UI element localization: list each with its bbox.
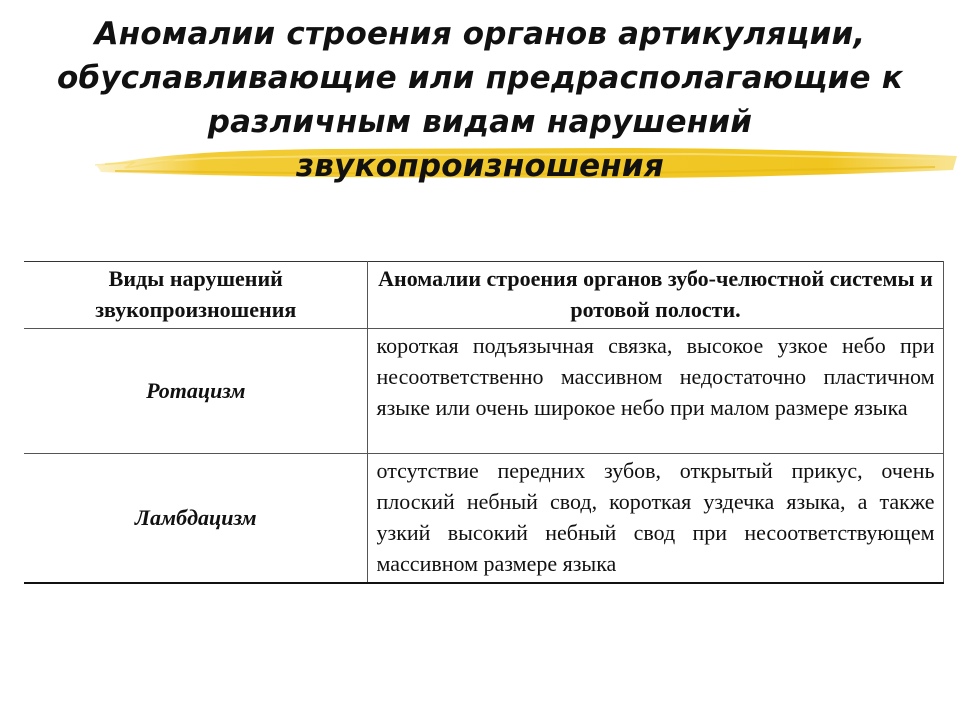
table-header-row <box>24 262 943 329</box>
title-line: различным видам нарушений <box>207 104 753 140</box>
anomaly-description-cell: отсутствие передних зубов, открытый прикус, очень плоский небный свод, короткая уздечка языка, а также узкий высокий небный свод при несоответствующем массивном размере языка <box>367 454 943 584</box>
title-line: звукопроизношения <box>296 148 664 184</box>
anomaly-description-cell: короткая подъязычная связка, высокое узкое небо при несоответственно массивном недостаточно пластичном языке или очень широкое небо при малом размере языка <box>367 329 943 454</box>
title-area <box>0 12 960 182</box>
title-line: Аномалии строения органов артикуляции, <box>94 16 866 52</box>
title-line: обуславливающие или предрасполагающие к <box>56 60 903 96</box>
header-disorder-type: Виды нарушений звукопроизношения <box>24 262 367 329</box>
anomalies-table <box>24 261 943 584</box>
table-row <box>24 454 943 584</box>
header-anomalies: Аномалии строения органов зубо-челюстной системы и ротовой полости. <box>367 262 943 329</box>
disorder-type-cell: Ротацизм <box>24 329 367 454</box>
disorder-type-cell: Ламбдацизм <box>24 454 367 584</box>
slide-title <box>30 12 930 188</box>
table-row <box>24 329 943 454</box>
